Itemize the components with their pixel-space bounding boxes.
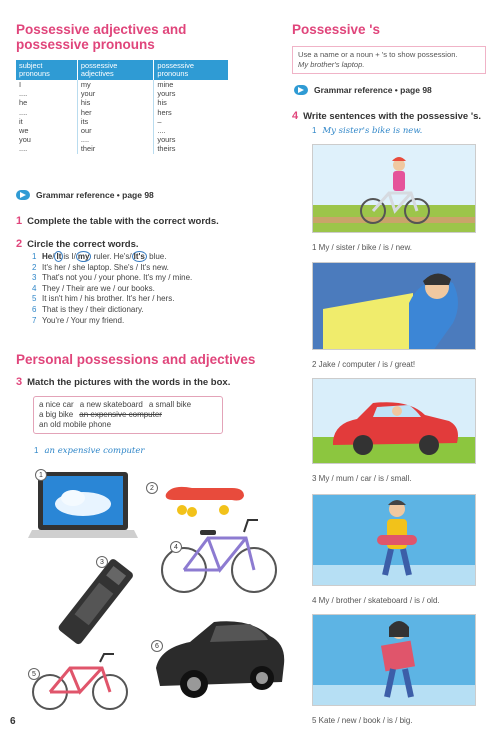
exercise-2-instruction bbox=[16, 238, 139, 250]
rule-text: Use a name or a noun + 's to show possession. bbox=[298, 50, 458, 59]
table-cell: he bbox=[16, 98, 77, 107]
caption-5: 5 Kate / new / book / is / big. bbox=[312, 716, 413, 725]
table-row bbox=[16, 135, 228, 144]
exercise-number: 3 bbox=[16, 376, 23, 388]
pronoun-table bbox=[16, 60, 228, 154]
picture-number-2: 2 bbox=[146, 482, 158, 494]
table-cell: mine bbox=[154, 80, 228, 89]
table-row bbox=[16, 117, 228, 126]
circled-answer: It's bbox=[133, 252, 145, 261]
table-row bbox=[16, 98, 228, 107]
exercise-2-item: 7 You're / Your my friend. bbox=[32, 315, 125, 325]
caption-1: 1 My / sister / bike / is / new. bbox=[312, 243, 413, 252]
picture-number-5: 5 bbox=[28, 668, 40, 680]
table-cell: I bbox=[16, 80, 77, 89]
exercise-3-answer: 1 an expensive computer bbox=[34, 446, 145, 456]
table-row bbox=[16, 80, 228, 89]
picture-jake-computer bbox=[312, 262, 476, 350]
mobile-phone-picture bbox=[48, 556, 142, 646]
table-row bbox=[16, 144, 228, 153]
circled-answer: my bbox=[77, 252, 90, 261]
table-cell: yours bbox=[154, 135, 228, 144]
exercise-2-item-1: 1 He/ It is I/ my ruler. He's/ It's blue. bbox=[32, 252, 167, 261]
word-box: a nice car a new skateboard a small bike a big bike an expensive computer an old mobile phone bbox=[33, 396, 223, 434]
table-cell: your bbox=[77, 89, 154, 98]
exercise-number: 4 bbox=[292, 110, 299, 122]
table-cell: our bbox=[77, 126, 154, 135]
table-cell: theirs bbox=[154, 144, 228, 153]
exercise-2-item: 5 It isn't him / his brother. It's her / hers. bbox=[32, 294, 175, 304]
big-bike-picture bbox=[160, 512, 280, 596]
section-title-possessives: Possessive adjectives and possessive pronouns bbox=[16, 22, 187, 52]
table-header: subject pronouns bbox=[16, 60, 77, 80]
table-row bbox=[16, 108, 228, 117]
table-cell: .... bbox=[16, 144, 77, 153]
exercise-4-instruction bbox=[292, 110, 481, 122]
exercise-4-answer: 1 My sister's bike is new. bbox=[312, 126, 423, 136]
exercise-2-item: 2 It's her / she laptop. She's / It's new. bbox=[32, 262, 169, 272]
table-cell: .... bbox=[16, 108, 77, 117]
picture-mum-car bbox=[312, 378, 476, 464]
table-cell: hers bbox=[154, 108, 228, 117]
table-cell: .... bbox=[77, 135, 154, 144]
table-cell: their bbox=[77, 144, 154, 153]
table-cell: her bbox=[77, 108, 154, 117]
table-header: possessive adjectives bbox=[77, 60, 154, 80]
table-cell: you bbox=[16, 135, 77, 144]
table-cell: it bbox=[16, 117, 77, 126]
grammar-reference-link[interactable] bbox=[294, 85, 432, 95]
grammar-reference-link[interactable] bbox=[16, 190, 154, 200]
table-cell: its bbox=[77, 117, 154, 126]
table-cell: .... bbox=[16, 89, 77, 98]
table-header: possessive pronouns bbox=[154, 60, 228, 80]
rule-box bbox=[292, 46, 486, 74]
table-cell: we bbox=[16, 126, 77, 135]
play-icon bbox=[16, 190, 30, 200]
exercise-text: Circle the correct words. bbox=[27, 239, 139, 250]
rule-example: My brother's laptop. bbox=[298, 60, 365, 69]
picture-number-4: 4 bbox=[170, 541, 182, 553]
page-number: 6 bbox=[10, 716, 16, 727]
exercise-2-item: 4 They / Their are we / our books. bbox=[32, 283, 155, 293]
exercise-2-items bbox=[32, 252, 262, 326]
exercise-text: Complete the table with the correct words. bbox=[27, 216, 219, 227]
table-row bbox=[16, 126, 228, 135]
grammar-reference-label: Grammar reference • page 98 bbox=[36, 190, 154, 200]
crossed-out-word: an expensive computer bbox=[79, 410, 162, 419]
caption-4: 4 My / brother / skateboard / is / old. bbox=[312, 596, 440, 605]
exercise-2-item: 3 That's not you / your phone. It's my / mine. bbox=[32, 273, 193, 283]
exercise-text: Write sentences with the possessive 's. bbox=[303, 111, 482, 122]
grammar-reference-label: Grammar reference • page 98 bbox=[314, 85, 432, 95]
picture-brother-skateboard bbox=[312, 494, 476, 586]
table-cell: my bbox=[77, 80, 154, 89]
exercise-number: 2 bbox=[16, 238, 23, 250]
exercise-1-instruction bbox=[16, 215, 219, 227]
section-title-personal-possessions: Personal possessions and adjectives bbox=[16, 352, 256, 367]
circled-answer: It bbox=[56, 252, 62, 261]
play-icon bbox=[294, 85, 308, 95]
table-cell: his bbox=[77, 98, 154, 107]
caption-2: 2 Jake / computer / is / great! bbox=[312, 360, 416, 369]
table-cell: yours bbox=[154, 89, 228, 98]
picture-number-3: 3 bbox=[96, 556, 108, 568]
exercise-2-item: 6 That is they / their dictionary. bbox=[32, 304, 144, 314]
small-bike-picture bbox=[30, 650, 130, 712]
picture-number-6: 6 bbox=[151, 640, 163, 652]
picture-kate-book bbox=[312, 614, 476, 706]
exercise-number: 1 bbox=[16, 215, 23, 227]
picture-sister-bike bbox=[312, 144, 476, 233]
table-cell: his bbox=[154, 98, 228, 107]
section-title-possessive-s: Possessive 's bbox=[292, 22, 381, 37]
exercise-text: Match the pictures with the words in the box. bbox=[27, 377, 231, 388]
car-picture bbox=[150, 612, 290, 704]
table-cell: .... bbox=[154, 126, 228, 135]
table-row bbox=[16, 89, 228, 98]
table-cell: – bbox=[154, 117, 228, 126]
picture-number-1: 1 bbox=[35, 469, 47, 481]
exercise-3-instruction bbox=[16, 376, 230, 388]
caption-3: 3 My / mum / car / is / small. bbox=[312, 474, 412, 483]
